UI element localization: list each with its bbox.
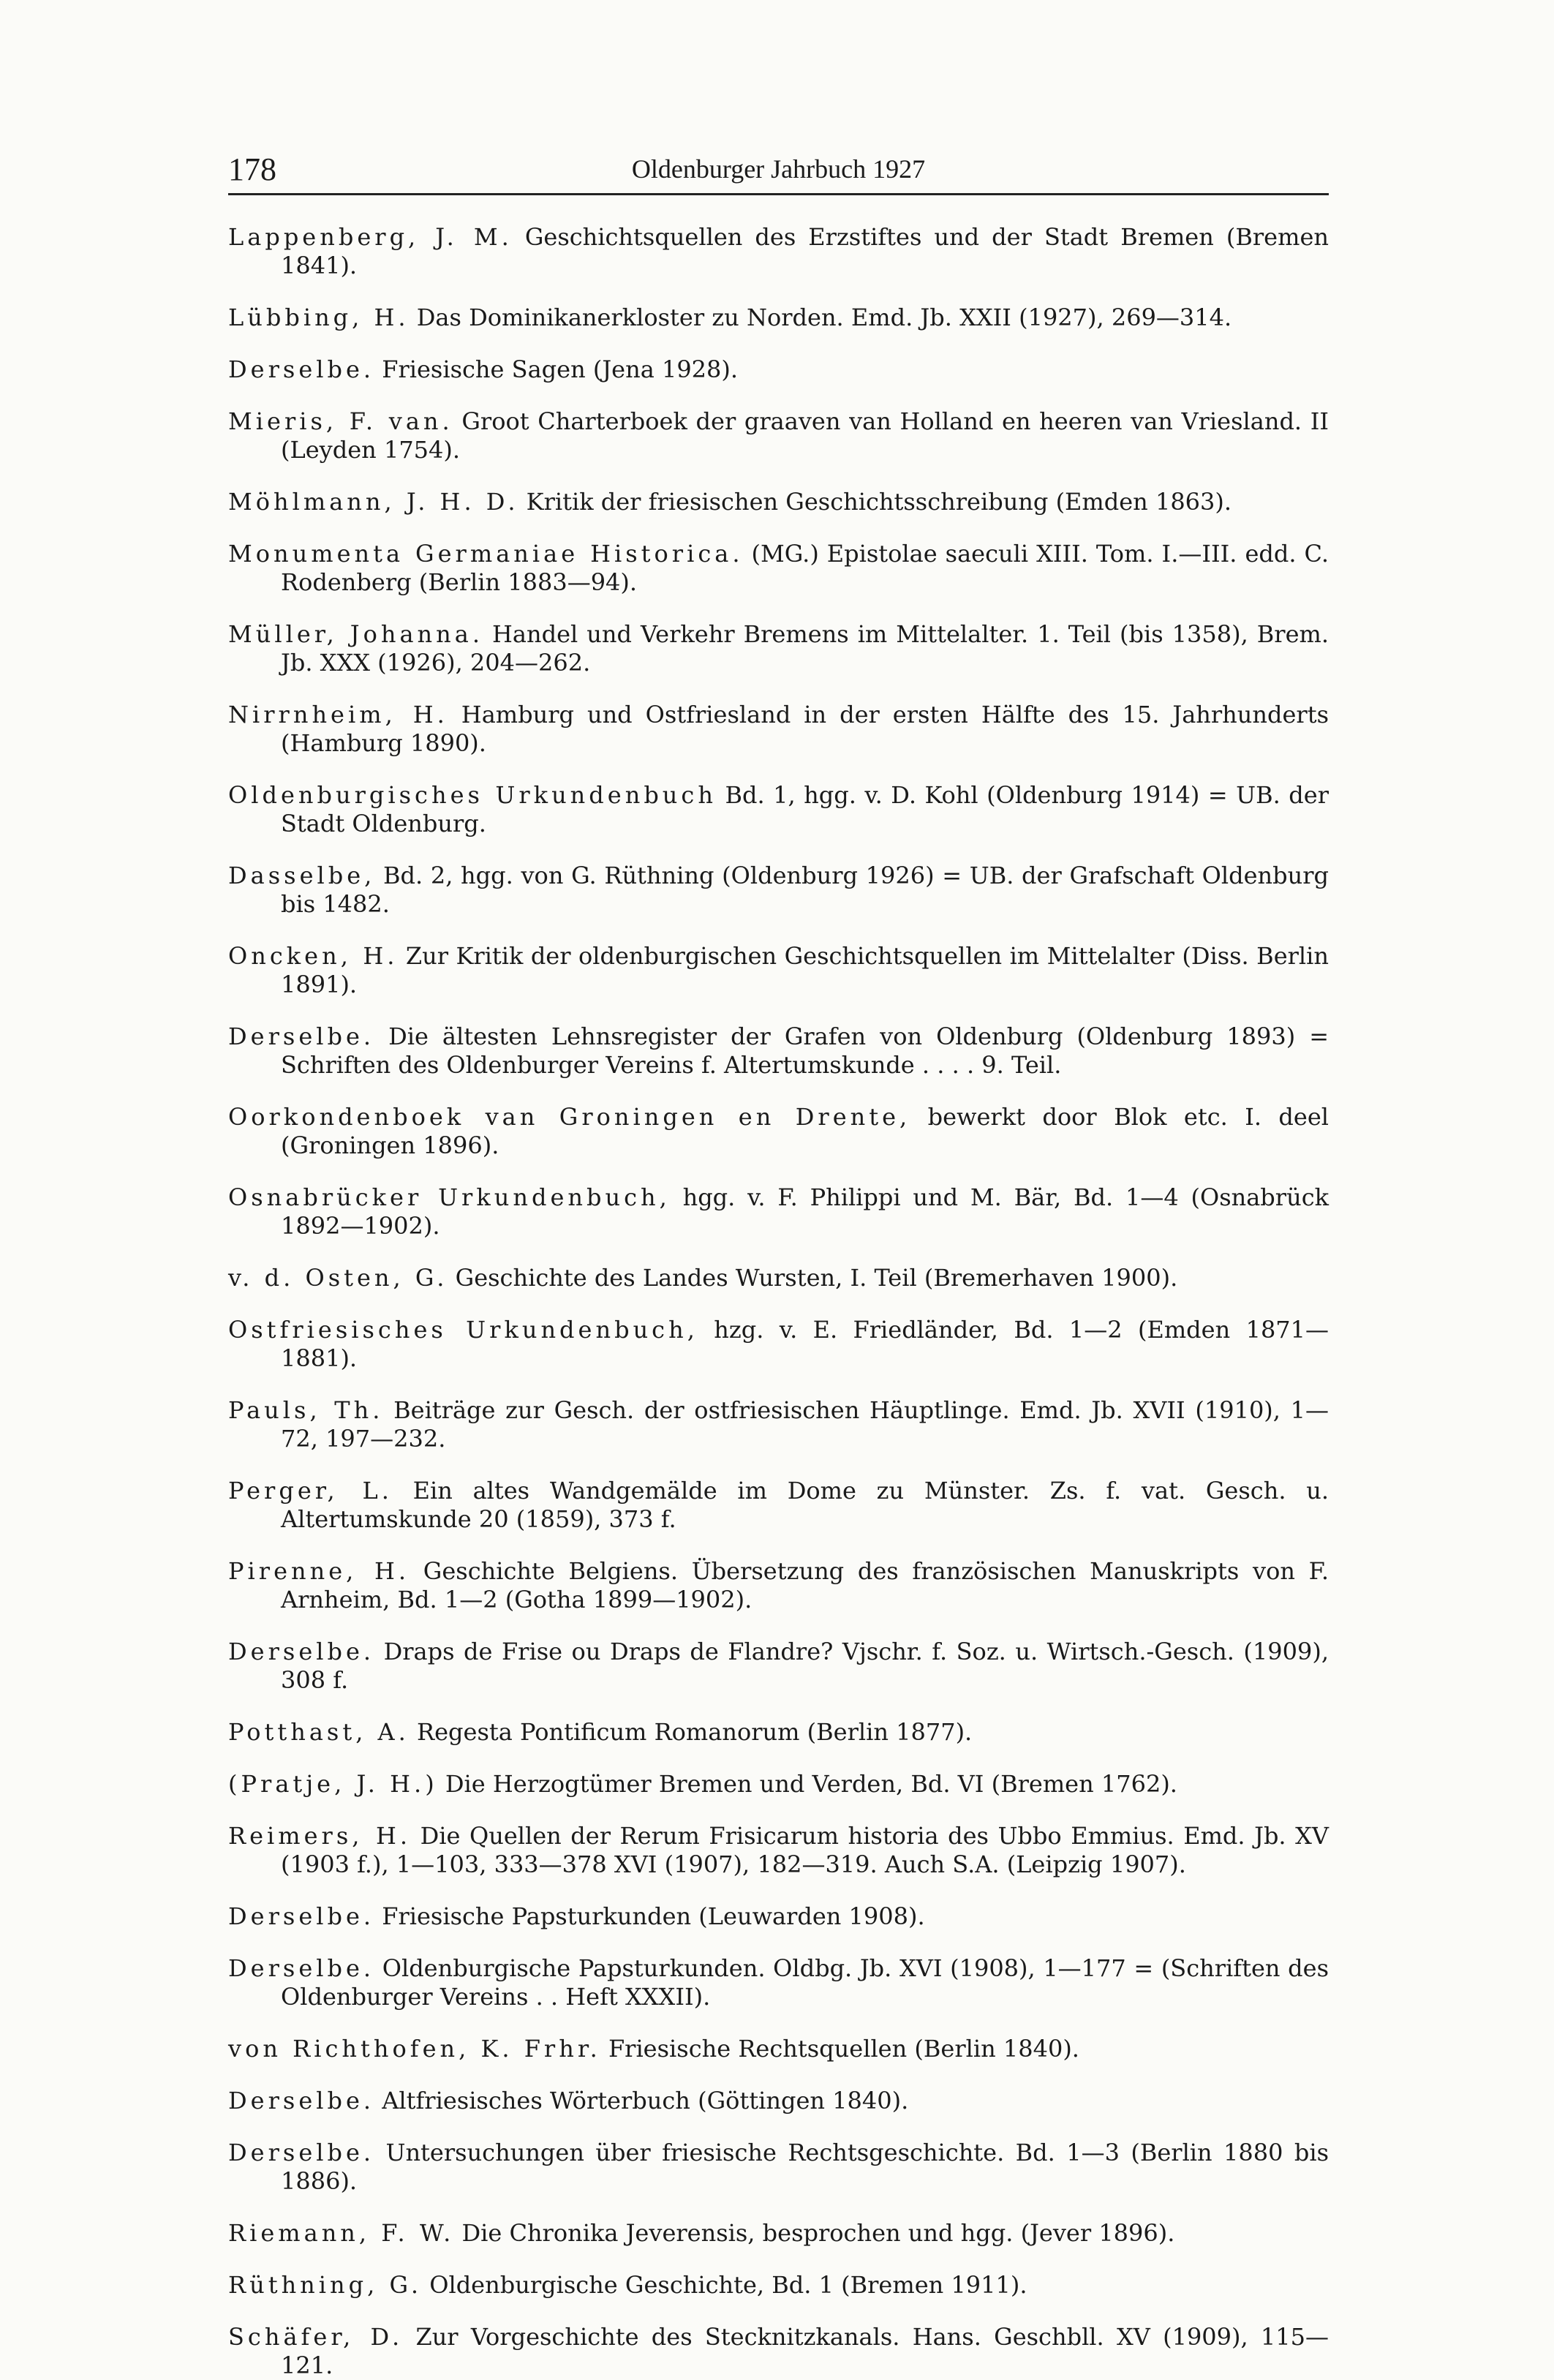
bibliography-entry bbox=[228, 2087, 1329, 2115]
entry-text: Untersuchungen über friesische Rechtsgeschichte. Bd. 1—3 (Berlin 1880 bis 1886). bbox=[281, 2139, 1329, 2195]
entry-author: Lappenberg, J. M. bbox=[228, 223, 513, 251]
entry-author: Potthast, A. bbox=[228, 1718, 410, 1746]
bibliography-entry bbox=[228, 1477, 1329, 1534]
entry-text: hgg. v. F. Philippi und M. Bär, Bd. 1—4 (Osnabrück 1892—1902). bbox=[281, 1183, 1329, 1240]
entry-text: Kritik der friesischen Geschichtsschreibung (Emden 1863). bbox=[526, 488, 1232, 516]
entry-author: Pirenne, H. bbox=[228, 1557, 410, 1585]
bibliography-entry bbox=[228, 407, 1329, 464]
entry-author: Rüthning, G. bbox=[228, 2271, 423, 2299]
entry-text: Zur Vorgeschichte des Stecknitzkanals. Hans. Geschbll. XV (1909), 115—121. bbox=[281, 2323, 1329, 2379]
page-number: 178 bbox=[228, 151, 276, 187]
entry-text: Regesta Pontificum Romanorum (Berlin 1877). bbox=[416, 1718, 973, 1746]
entry-author: v. d. Osten, G. bbox=[228, 1264, 448, 1292]
bibliography-entry bbox=[228, 488, 1329, 516]
entry-author: Nirrnheim, H. bbox=[228, 701, 448, 728]
bibliography-entry bbox=[228, 942, 1329, 999]
entry-author: Oncken, H. bbox=[228, 942, 399, 970]
entry-text: Altfriesisches Wörterbuch (Göttingen 1840). bbox=[382, 2087, 909, 2114]
entry-author: von Richthofen, K. Frhr. bbox=[228, 2035, 601, 2063]
entry-author: Derselbe. bbox=[228, 2139, 375, 2166]
bibliography-entry bbox=[228, 2035, 1329, 2063]
entry-author: Ostfriesisches Urkundenbuch, bbox=[228, 1316, 698, 1344]
bibliography-entry bbox=[228, 1954, 1329, 2011]
entry-text: Ein altes Wandgemälde im Dome zu Münster. Zs. f. vat. Gesch. u. Altertumskunde 20 (1859), 373 f. bbox=[281, 1477, 1329, 1533]
entry-text: hzg. v. E. Friedländer, Bd. 1—2 (Emden 1871—1881). bbox=[281, 1316, 1329, 1372]
entry-author: Derselbe. bbox=[228, 1954, 375, 1982]
bibliography-entry bbox=[228, 2139, 1329, 2196]
entry-author: Derselbe. bbox=[228, 1638, 375, 1665]
entry-text: Oldenburgische Geschichte, Bd. 1 (Bremen 1911). bbox=[429, 2271, 1027, 2299]
entry-text: Handel und Verkehr Bremens im Mittelalter. 1. Teil (bis 1358), Brem. Jb. XXX (1926), 204—262. bbox=[281, 620, 1329, 677]
running-title: Oldenburger Jahrbuch 1927 bbox=[631, 154, 926, 184]
entry-text: Geschichte Belgiens. Übersetzung des französischen Manuskripts von F. Arnheim, Bd. 1—2 (Gotha 1899—1902). bbox=[281, 1557, 1329, 1613]
entry-text: (MG.) Epistolae saeculi XIII. Tom. I.—III. edd. C. Rodenberg (Berlin 1883—94). bbox=[281, 540, 1329, 596]
bibliography-entry bbox=[228, 1822, 1329, 1879]
entry-text: Hamburg und Ostfriesland in der ersten Hälfte des 15. Jahrhunderts (Hamburg 1890). bbox=[281, 701, 1329, 757]
entry-text: Draps de Frise ou Draps de Flandre? Vjschr. f. Soz. u. Wirtsch.-Gesch. (1909), 308 f. bbox=[281, 1638, 1329, 1694]
entry-text: Zur Kritik der oldenburgischen Geschichtsquellen im Mittelalter (Diss. Berlin 1891). bbox=[281, 942, 1329, 998]
bibliography-entry bbox=[228, 1718, 1329, 1747]
entry-text: Geschichtsquellen des Erzstiftes und der Stadt Bremen (Bremen 1841). bbox=[281, 223, 1329, 279]
page-header bbox=[228, 146, 1329, 195]
entry-author: Monumenta Germaniae Historica. bbox=[228, 540, 744, 568]
bibliography-entry bbox=[228, 1396, 1329, 1453]
bibliography-entry bbox=[228, 1902, 1329, 1931]
bibliography-entry bbox=[228, 1316, 1329, 1373]
book-page bbox=[228, 146, 1329, 2379]
bibliography-entry bbox=[228, 2271, 1329, 2300]
bibliography-entry bbox=[228, 1264, 1329, 1292]
bibliography-entry bbox=[228, 620, 1329, 677]
entry-text: Beiträge zur Gesch. der ostfriesischen Häuptlinge. Emd. Jb. XVII (1910), 1—72, 197—232. bbox=[281, 1396, 1329, 1453]
entry-author: Derselbe. bbox=[228, 1023, 375, 1050]
entry-author: Lübbing, H. bbox=[228, 304, 410, 331]
bibliography-entry bbox=[228, 1557, 1329, 1614]
bibliography-entry bbox=[228, 540, 1329, 597]
bibliography-entry bbox=[228, 304, 1329, 332]
bibliography-entry bbox=[228, 1103, 1329, 1160]
entry-author: Derselbe. bbox=[228, 2087, 375, 2114]
bibliography-list bbox=[228, 223, 1329, 2380]
bibliography-entry bbox=[228, 1183, 1329, 1240]
entry-text: Die Herzogtümer Bremen und Verden, Bd. VI (Bremen 1762). bbox=[445, 1770, 1177, 1798]
entry-text: Groot Charterboek der graaven van Holland en heeren van Vriesland. II (Leyden 1754). bbox=[281, 407, 1329, 464]
entry-author: Schäfer, D. bbox=[228, 2323, 404, 2351]
entry-author: (Pratje, J. H.) bbox=[228, 1770, 438, 1798]
bibliography-entry bbox=[228, 781, 1329, 838]
entry-author: Oorkondenboek van Groningen en Drente, bbox=[228, 1103, 911, 1131]
bibliography-entry bbox=[228, 862, 1329, 919]
entry-author: Reimers, H. bbox=[228, 1822, 412, 1850]
entry-author: Derselbe. bbox=[228, 1902, 375, 1930]
entry-text: Friesische Rechtsquellen (Berlin 1840). bbox=[608, 2035, 1079, 2063]
bibliography-entry bbox=[228, 1638, 1329, 1695]
entry-author: Dasselbe, bbox=[228, 862, 376, 889]
bibliography-entry bbox=[228, 1023, 1329, 1080]
entry-text: Die Chronika Jeverensis, besprochen und hgg. (Jever 1896). bbox=[461, 2219, 1175, 2247]
entry-text: bewerkt door Blok etc. I. deel (Groningen 1896). bbox=[281, 1103, 1329, 1159]
entry-author: Oldenburgisches Urkundenbuch bbox=[228, 781, 717, 809]
entry-author: Möhlmann, J. H. D. bbox=[228, 488, 519, 516]
bibliography-entry bbox=[228, 2323, 1329, 2380]
entry-text: Bd. 1, hgg. v. D. Kohl (Oldenburg 1914) = UB. der Stadt Oldenburg. bbox=[281, 781, 1329, 837]
entry-text: Geschichte des Landes Wursten, I. Teil (Bremerhaven 1900). bbox=[455, 1264, 1178, 1292]
entry-author: Mieris, F. van. bbox=[228, 407, 453, 435]
entry-text: Friesische Sagen (Jena 1928). bbox=[382, 355, 739, 383]
entry-text: Das Dominikanerkloster zu Norden. Emd. Jb. XXII (1927), 269—314. bbox=[416, 304, 1232, 331]
entry-author: Derselbe. bbox=[228, 355, 375, 383]
entry-author: Müller, Johanna. bbox=[228, 620, 483, 648]
entry-author: Pauls, Th. bbox=[228, 1396, 384, 1424]
entry-text: Oldenburgische Papsturkunden. Oldbg. Jb. XVI (1908), 1—177 = (Schriften des Oldenburger Vereins . . Heft XXXII). bbox=[281, 1954, 1329, 2011]
entry-author: Osnabrücker Urkundenbuch, bbox=[228, 1183, 671, 1211]
bibliography-entry bbox=[228, 701, 1329, 758]
entry-text: Die Quellen der Rerum Frisicarum historia des Ubbo Emmius. Emd. Jb. XV (1903 f.), 1—103, 333—378 XVI (1907), 182—319. Auch S.A. (Leipzig 1907). bbox=[281, 1822, 1329, 1878]
entry-text: Die ältesten Lehnsregister der Grafen von Oldenburg (Oldenburg 1893) = Schriften des Oldenburger Vereins f. Altertumskunde . . . . 9. Teil. bbox=[281, 1023, 1329, 1079]
bibliography-entry bbox=[228, 2219, 1329, 2248]
entry-author: Perger, L. bbox=[228, 1477, 393, 1505]
entry-text: Friesische Papsturkunden (Leuwarden 1908). bbox=[382, 1902, 925, 1930]
entry-author: Riemann, F. W. bbox=[228, 2219, 455, 2247]
bibliography-entry bbox=[228, 223, 1329, 280]
bibliography-entry bbox=[228, 355, 1329, 384]
bibliography-entry bbox=[228, 1770, 1329, 1799]
entry-text: Bd. 2, hgg. von G. Rüthning (Oldenburg 1926) = UB. der Grafschaft Oldenburg bis 1482. bbox=[281, 862, 1329, 918]
